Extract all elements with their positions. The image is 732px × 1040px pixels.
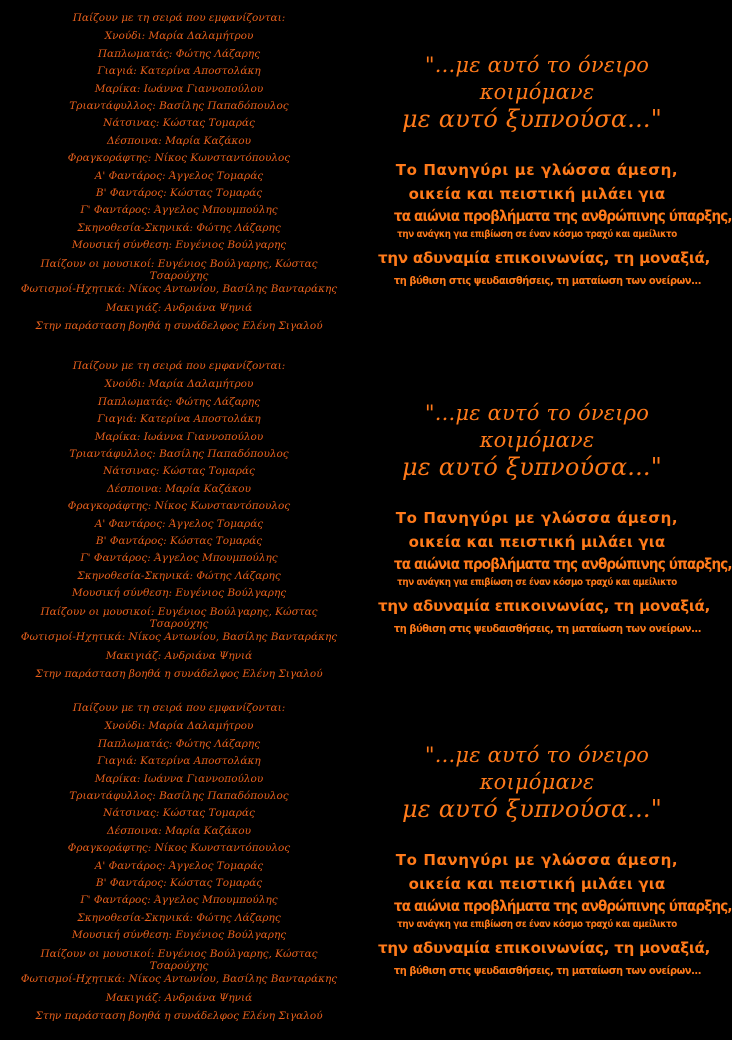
quote-line-1: "...με αυτό το όνειρο κοιμόμανε: [424, 743, 650, 794]
description-line-6: τη βύθιση στις ψευδαισθήσεις, τη ματαίωση των ονείρων...: [393, 964, 702, 977]
credit-line: Α' Φαντάρος: Άγγελος Τομαράς: [94, 169, 264, 182]
description-line-1: Το Πανηγύρι με γλώσσα άμεση,: [395, 851, 679, 869]
credit-line: Φραγκοράφτης: Νίκος Κωνσταντόπουλος: [67, 152, 291, 165]
dream-quote: [382, 400, 692, 481]
play-description: [378, 848, 732, 979]
credit-line: Χνούδι: Μαρία Δαλαμήτρου: [104, 378, 254, 391]
description-line-6: τη βύθιση στις ψευδαισθήσεις, τη ματαίωση των ονείρων...: [393, 622, 702, 635]
credit-line: Δέσποινα: Μαρία Καζάκου: [107, 824, 251, 837]
description-line-5: την αδυναμία επικοινωνίας, τη μοναξιά,: [378, 597, 711, 615]
credit-line: Μαρίκα: Ιωάννα Γιαννοπούλου: [94, 82, 264, 95]
credit-line: Μακιγιάζ: Ανδριάνα Ψηνιά: [105, 992, 253, 1005]
credit-line: Παίζουν οι μουσικοί: Ευγένιος Βούλγαρης, Κώστας Τσαρούχης: [40, 605, 318, 631]
cast-credits: [14, 700, 344, 1025]
credit-line: Β' Φαντάρος: Κώστας Τομαράς: [95, 535, 263, 548]
credit-line: Σκηνοθεσία-Σκηνικά: Φώτης Λάζαρης: [77, 221, 281, 234]
credit-line: Παπλωματάς: Φώτης Λάζαρης: [97, 737, 261, 750]
credit-line: Β' Φαντάρος: Κώστας Τομαράς: [95, 877, 263, 890]
credit-line: Μουσική σύνθεση: Ευγένιος Βούλγαρης: [71, 929, 287, 942]
quote-line-1: "...με αυτό το όνειρο κοιμόμανε: [424, 401, 650, 452]
credit-line: Παίζουν οι μουσικοί: Ευγένιος Βούλγαρης, Κώστας Τσαρούχης: [40, 947, 318, 973]
description-line-4: την ανάγκη για επιβίωση σε έναν κόσμο τραχύ και αμείλικτο: [397, 229, 677, 240]
cast-credits: [14, 10, 344, 335]
play-description: [378, 506, 732, 637]
credit-line: Φραγκοράφτης: Νίκος Κωνσταντόπουλος: [67, 500, 291, 513]
description-line-2: οικεία και πειστική μιλάει για: [408, 185, 666, 203]
description-line-2: οικεία και πειστική μιλάει για: [408, 875, 666, 893]
credit-line: Γ' Φαντάρος: Άγγελος Μπουμπούλης: [80, 204, 278, 217]
credit-line: Γιαγιά: Κατερίνα Αποστολάκη: [97, 65, 261, 78]
dream-quote: [382, 742, 692, 823]
credit-line: Α' Φαντάρος: Άγγελος Τομαράς: [94, 859, 264, 872]
quote-line-2: με αυτό ξυπνούσα...": [402, 795, 662, 823]
credit-line: Παπλωματάς: Φώτης Λάζαρης: [97, 47, 261, 60]
description-line-3: τα αιώνια προβλήματα της ανθρώπινης ύπαρξης,: [393, 207, 732, 225]
credits-heading: Παίζουν με τη σειρά που εμφανίζονται:: [72, 360, 286, 372]
credit-line: Νάτσινας: Κώστας Τομαράς: [103, 465, 255, 478]
description-line-1: Το Πανηγύρι με γλώσσα άμεση,: [395, 509, 679, 527]
credit-line: Φωτισμοί-Ηχητικά: Νίκος Αντωνίου, Βασίλης Βανταράκης: [20, 630, 338, 643]
credit-line: Γ' Φαντάρος: Άγγελος Μπουμπούλης: [80, 894, 278, 907]
credit-line: Τριαντάφυλλος: Βασίλης Παπαδόπουλος: [69, 790, 289, 803]
credit-line: Μακιγιάζ: Ανδριάνα Ψηνιά: [105, 650, 253, 663]
credit-line: Β' Φαντάρος: Κώστας Τομαράς: [95, 187, 263, 200]
credit-line: Τριαντάφυλλος: Βασίλης Παπαδόπουλος: [69, 100, 289, 113]
credit-line: Παπλωματάς: Φώτης Λάζαρης: [97, 395, 261, 408]
credit-line: Σκηνοθεσία-Σκηνικά: Φώτης Λάζαρης: [77, 569, 281, 582]
dream-quote: [382, 52, 692, 133]
description-line-4: την ανάγκη για επιβίωση σε έναν κόσμο τραχύ και αμείλικτο: [397, 577, 677, 588]
credit-line: Στην παράσταση βοηθά η συνάδελφος Ελένη Σιγαλού: [35, 1009, 323, 1022]
credit-line: Νάτσινας: Κώστας Τομαράς: [103, 117, 255, 130]
poster-panel-3: [0, 690, 732, 1036]
credit-line: Γ' Φαντάρος: Άγγελος Μπουμπούλης: [80, 552, 278, 565]
description-line-3: τα αιώνια προβλήματα της ανθρώπινης ύπαρξης,: [393, 555, 732, 573]
credit-line: Τριαντάφυλλος: Βασίλης Παπαδόπουλος: [69, 448, 289, 461]
credit-line: Χνούδι: Μαρία Δαλαμήτρου: [104, 30, 254, 43]
quote-line-2: με αυτό ξυπνούσα...": [402, 105, 662, 133]
credit-line: Χνούδι: Μαρία Δαλαμήτρου: [104, 720, 254, 733]
description-line-2: οικεία και πειστική μιλάει για: [408, 533, 666, 551]
credit-line: Παίζουν οι μουσικοί: Ευγένιος Βούλγαρης, Κώστας Τσαρούχης: [40, 257, 318, 283]
cast-credits: [14, 358, 344, 683]
play-description: [378, 158, 732, 289]
poster-panel-2: [0, 348, 732, 694]
credits-heading: Παίζουν με τη σειρά που εμφανίζονται:: [72, 12, 286, 24]
description-line-5: την αδυναμία επικοινωνίας, τη μοναξιά,: [378, 939, 711, 957]
credit-line: Μαρίκα: Ιωάννα Γιαννοπούλου: [94, 430, 264, 443]
credit-line: Μακιγιάζ: Ανδριάνα Ψηνιά: [105, 302, 253, 315]
credit-line: Μαρίκα: Ιωάννα Γιαννοπούλου: [94, 772, 264, 785]
description-line-5: την αδυναμία επικοινωνίας, τη μοναξιά,: [378, 249, 711, 267]
description-line-3: τα αιώνια προβλήματα της ανθρώπινης ύπαρξης,: [393, 897, 732, 915]
credit-line: Μουσική σύνθεση: Ευγένιος Βούλγαρης: [71, 239, 287, 252]
description-line-1: Το Πανηγύρι με γλώσσα άμεση,: [395, 161, 679, 179]
credit-line: Γιαγιά: Κατερίνα Αποστολάκη: [97, 755, 261, 768]
credit-line: Δέσποινα: Μαρία Καζάκου: [107, 482, 251, 495]
credit-line: Σκηνοθεσία-Σκηνικά: Φώτης Λάζαρης: [77, 911, 281, 924]
credit-line: Στην παράσταση βοηθά η συνάδελφος Ελένη Σιγαλού: [35, 667, 323, 680]
credit-line: Στην παράσταση βοηθά η συνάδελφος Ελένη Σιγαλού: [35, 319, 323, 332]
poster-panel-1: [0, 0, 732, 346]
credit-line: Μουσική σύνθεση: Ευγένιος Βούλγαρης: [71, 587, 287, 600]
credit-line: Γιαγιά: Κατερίνα Αποστολάκη: [97, 413, 261, 426]
credit-line: Α' Φαντάρος: Άγγελος Τομαράς: [94, 517, 264, 530]
quote-line-1: "...με αυτό το όνειρο κοιμόμανε: [424, 53, 650, 104]
credit-line: Δέσποινα: Μαρία Καζάκου: [107, 134, 251, 147]
credit-line: Φωτισμοί-Ηχητικά: Νίκος Αντωνίου, Βασίλης Βανταράκης: [20, 282, 338, 295]
credit-line: Φραγκοράφτης: Νίκος Κωνσταντόπουλος: [67, 842, 291, 855]
credits-heading: Παίζουν με τη σειρά που εμφανίζονται:: [72, 702, 286, 714]
credit-line: Φωτισμοί-Ηχητικά: Νίκος Αντωνίου, Βασίλης Βανταράκης: [20, 972, 338, 985]
quote-line-2: με αυτό ξυπνούσα...": [402, 453, 662, 481]
description-line-4: την ανάγκη για επιβίωση σε έναν κόσμο τραχύ και αμείλικτο: [397, 919, 677, 930]
credit-line: Νάτσινας: Κώστας Τομαράς: [103, 807, 255, 820]
description-line-6: τη βύθιση στις ψευδαισθήσεις, τη ματαίωση των ονείρων...: [393, 274, 702, 287]
